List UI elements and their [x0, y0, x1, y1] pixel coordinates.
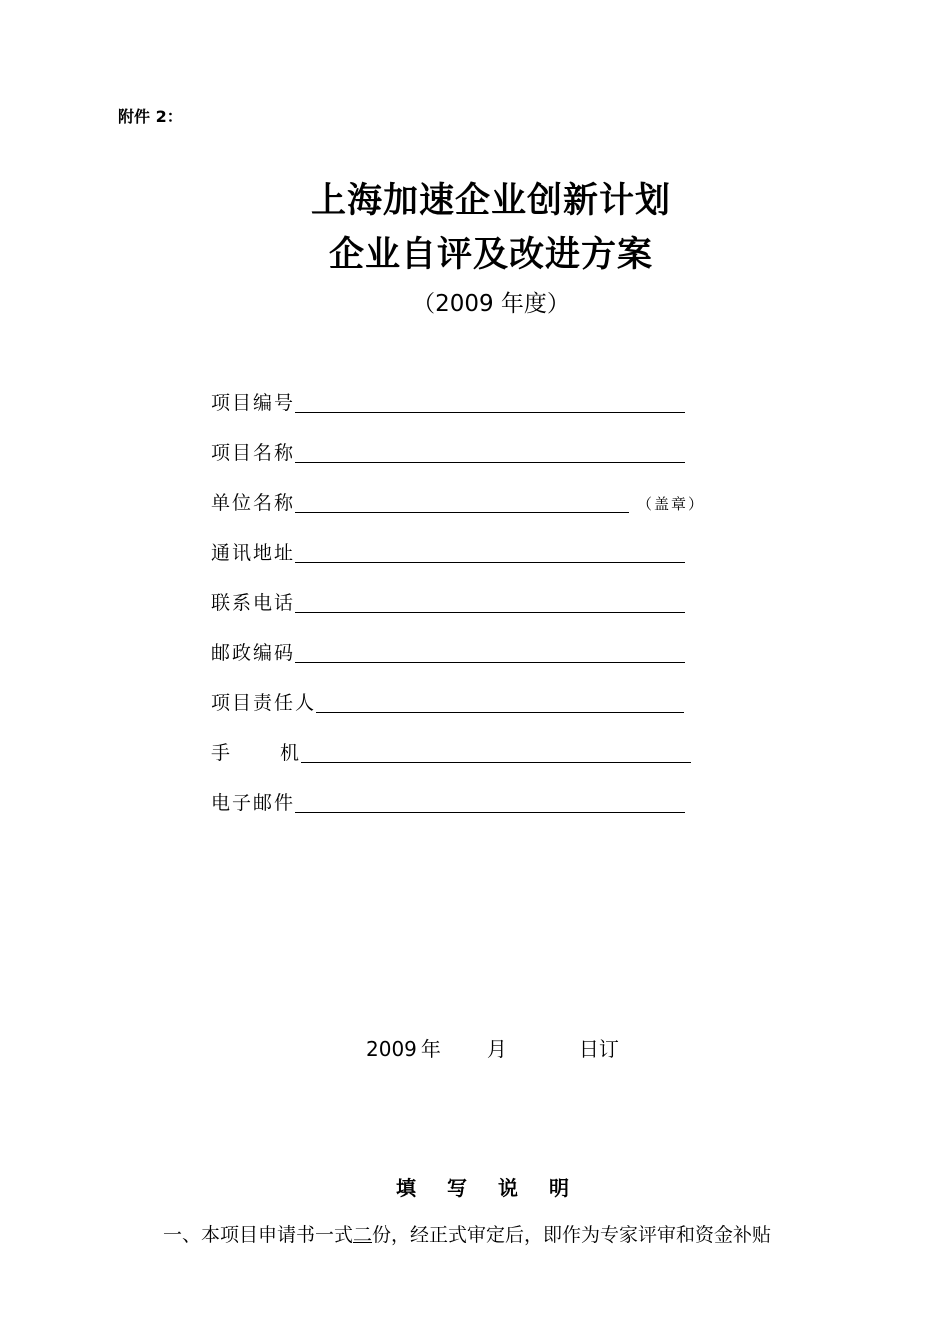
- date-year: 2009: [366, 1037, 417, 1061]
- phone-line[interactable]: [295, 590, 685, 613]
- title-line-1: 上海加速企业创新计划: [310, 181, 671, 221]
- project-number-label: 项目编号: [211, 392, 296, 414]
- postcode-field[interactable]: [211, 635, 685, 665]
- mobile-label: [211, 741, 301, 765]
- unit-name-line[interactable]: [295, 490, 629, 513]
- email-label: 电子邮件: [211, 792, 296, 814]
- instructions-title: 填写说明: [396, 1176, 600, 1200]
- responsible-person-field[interactable]: [211, 685, 684, 715]
- instructions-line-1-c: 份，经正式审定后，即作为专家评审和资金补贴: [372, 1224, 772, 1246]
- date-month-unit: 月: [486, 1037, 507, 1061]
- date-day-unit: 日订: [578, 1037, 619, 1061]
- postcode-label: 邮政编码: [211, 642, 296, 664]
- responsible-person-line[interactable]: [316, 690, 684, 713]
- title-year: （2009 年度）: [412, 291, 570, 317]
- unit-name-field[interactable]: [211, 485, 705, 515]
- project-number-line[interactable]: [295, 390, 685, 413]
- instructions-line-1-a: 一、本项目申请书一式: [163, 1224, 354, 1246]
- mobile-label-char-2: 机: [280, 742, 302, 764]
- postcode-line[interactable]: [295, 640, 685, 663]
- instructions-copies: 二: [353, 1224, 373, 1246]
- seal-note: （盖章）: [637, 495, 706, 513]
- project-number-field[interactable]: [211, 385, 685, 415]
- email-line[interactable]: [295, 790, 685, 813]
- project-name-line[interactable]: [295, 440, 685, 463]
- project-name-label: 项目名称: [211, 442, 296, 464]
- phone-label: 联系电话: [211, 592, 296, 614]
- mobile-field[interactable]: [211, 735, 691, 765]
- project-name-field[interactable]: [211, 435, 685, 465]
- date-year-unit: 年: [420, 1037, 441, 1061]
- address-label: 通讯地址: [211, 542, 296, 564]
- instructions-line-1: [163, 1220, 771, 1247]
- email-field[interactable]: [211, 785, 685, 815]
- address-field[interactable]: [211, 535, 685, 565]
- date-line: [366, 1033, 619, 1062]
- attachment-label: 附件 2：: [118, 107, 183, 126]
- address-line[interactable]: [295, 540, 685, 563]
- responsible-person-label: 项目责任人: [211, 692, 317, 714]
- unit-name-label: 单位名称: [211, 492, 296, 514]
- mobile-label-char-1: 手: [211, 742, 233, 764]
- title-line-2: 企业自评及改进方案: [328, 235, 653, 275]
- phone-field[interactable]: [211, 585, 685, 615]
- mobile-line[interactable]: [301, 740, 691, 763]
